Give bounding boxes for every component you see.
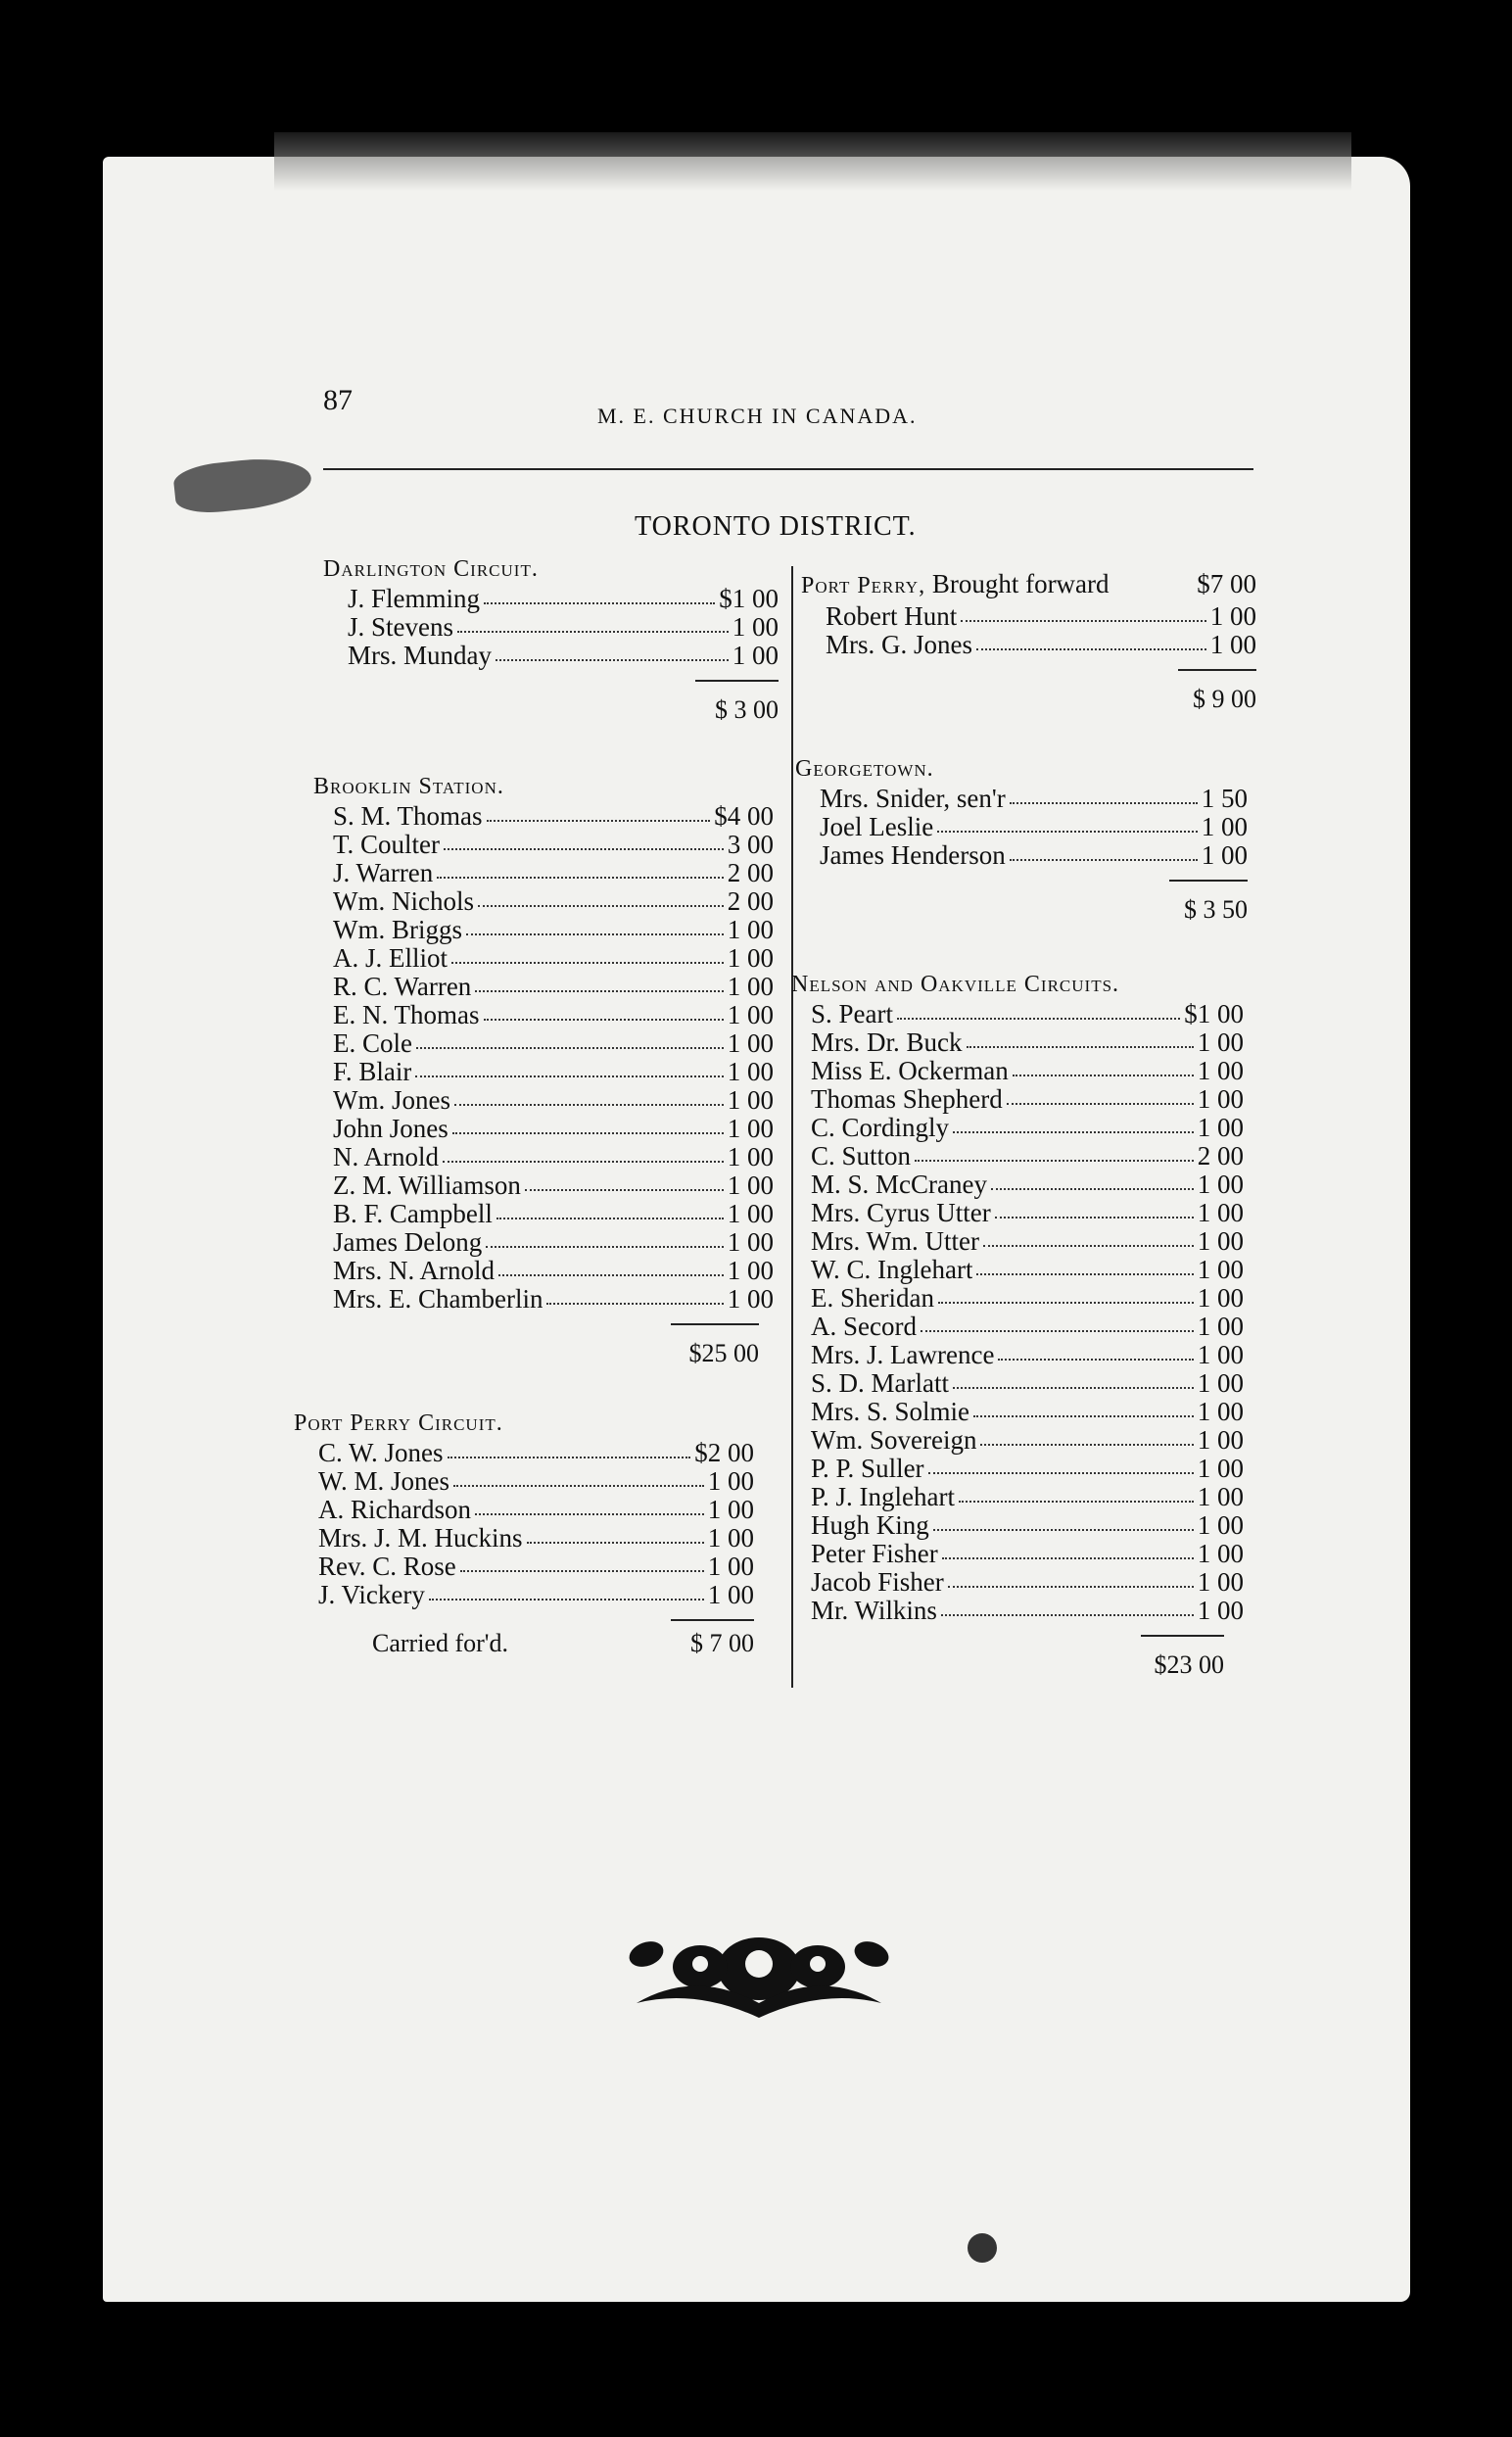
total-rule (695, 680, 779, 682)
leader-dots (443, 1143, 724, 1163)
leader-dots (938, 1284, 1194, 1304)
entry-row (333, 1285, 774, 1314)
entry-name: Z. M. Williamson (333, 1171, 521, 1200)
leader-dots (1010, 841, 1198, 861)
entry-amount: $2 00 (694, 1438, 754, 1467)
leader-dots (525, 1171, 724, 1191)
entry-row (811, 1256, 1244, 1284)
leader-dots (915, 1142, 1194, 1162)
entry-name: Robert Hunt (826, 602, 958, 631)
floral-ornament-icon (617, 1910, 901, 2028)
entry-amount: 1 00 (727, 943, 774, 973)
entry-amount: 3 00 (727, 830, 774, 859)
entry-name: A. Richardson (318, 1496, 471, 1524)
entry-name: J. Warren (333, 859, 434, 887)
entry-row (333, 1001, 774, 1029)
entry-name: W. C. Inglehart (811, 1256, 973, 1284)
ink-spot (968, 2233, 997, 2263)
entry-amount: $1 00 (1184, 999, 1244, 1028)
section-title: Georgetown. (795, 756, 934, 782)
entry-row (333, 1115, 774, 1143)
total-rule (1178, 669, 1256, 671)
entry-name: R. C. Warren (333, 973, 472, 1001)
entry-amount: 1 00 (1197, 1027, 1244, 1057)
leader-dots (451, 944, 724, 964)
entry-amount: 1 00 (727, 1142, 774, 1171)
entry-row (333, 1257, 774, 1285)
entry-name: J. Vickery (318, 1581, 425, 1609)
section-darlington (318, 556, 779, 725)
entry-amount: 1 00 (727, 972, 774, 1001)
leader-dots (1007, 1085, 1194, 1105)
entry-row (333, 1171, 774, 1200)
entry-name: E. Cole (333, 1029, 412, 1058)
entry-amount: 1 00 (707, 1552, 754, 1581)
section-title: Brooklin Station. (313, 774, 504, 799)
leader-dots (942, 1540, 1194, 1559)
total-rule (1141, 1635, 1224, 1637)
entry-name: Wm. Nichols (333, 887, 474, 916)
leader-dots (995, 1199, 1194, 1218)
entry-amount: 1 00 (727, 1057, 774, 1086)
section-title: Port Perry Circuit. (294, 1410, 503, 1436)
entry-row (333, 1200, 774, 1228)
entry-row (318, 1524, 754, 1553)
entry-name: Mrs. J. Lawrence (811, 1341, 995, 1369)
leader-dots (991, 1171, 1194, 1190)
entry-amount: 1 00 (732, 612, 779, 642)
entry-row (333, 916, 774, 944)
entry-name: N. Arnold (333, 1143, 439, 1171)
entry-row (811, 1313, 1244, 1341)
entry-amount: 1 00 (1197, 1539, 1244, 1568)
entry-row (811, 1000, 1244, 1028)
leader-dots (452, 1115, 724, 1134)
entry-name: Jacob Fisher (811, 1568, 944, 1597)
section-port-perry-continued (801, 570, 1256, 714)
leader-dots (967, 1028, 1194, 1048)
entry-list (318, 1439, 754, 1609)
leader-dots (444, 831, 724, 850)
entry-amount: 1 00 (727, 1256, 774, 1285)
entry-amount: 1 00 (727, 1085, 774, 1115)
entry-row (811, 1114, 1244, 1142)
entry-name: Rev. C. Rose (318, 1553, 456, 1581)
entry-row (318, 1581, 754, 1609)
entry-row (348, 613, 779, 642)
section-georgetown (795, 756, 1248, 925)
leader-dots (457, 613, 729, 633)
leader-dots (478, 887, 724, 907)
entry-row (333, 1086, 774, 1115)
leader-dots (454, 1086, 724, 1106)
leader-dots (453, 1467, 704, 1487)
entry-name: Mrs. Wm. Utter (811, 1227, 979, 1256)
leader-dots (1010, 785, 1198, 804)
entry-name: M. S. McCraney (811, 1171, 987, 1199)
entry-name: Mrs. N. Arnold (333, 1257, 496, 1285)
entry-row (811, 1568, 1244, 1597)
entry-row (811, 1369, 1244, 1398)
entry-row (333, 944, 774, 973)
total-rule (671, 1323, 759, 1325)
entry-amount: 1 00 (1197, 1283, 1244, 1313)
section-title: Darlington Circuit. (323, 556, 539, 582)
entry-name: C. Sutton (811, 1142, 912, 1171)
entry-amount: 1 00 (1197, 1596, 1244, 1625)
entry-name: S. Peart (811, 1000, 893, 1028)
entry-amount: 1 00 (727, 1199, 774, 1228)
entry-amount: 1 00 (1197, 1368, 1244, 1398)
entry-amount: 1 00 (1197, 1226, 1244, 1256)
entry-name: James Henderson (820, 841, 1006, 870)
header-rule (323, 468, 1253, 470)
entry-amount: 1 00 (1197, 1312, 1244, 1341)
leader-dots (484, 585, 715, 604)
entry-list (826, 602, 1256, 659)
entry-name: Thomas Shepherd (811, 1085, 1003, 1114)
entry-name: Miss E. Ockerman (811, 1057, 1009, 1085)
entry-amount: 1 00 (1201, 812, 1248, 841)
leader-dots (976, 1256, 1193, 1275)
entry-name: Mrs. Snider, sen'r (820, 785, 1006, 813)
entry-row (811, 1597, 1244, 1625)
entry-row (318, 1439, 754, 1467)
entry-name: J. Flemming (348, 585, 481, 613)
leader-dots (415, 1058, 723, 1077)
entry-row (333, 859, 774, 887)
district-heading: TORONTO DISTRICT. (635, 511, 917, 542)
entry-row (811, 1511, 1244, 1540)
total-rule (671, 1619, 754, 1621)
entry-row (811, 1398, 1244, 1426)
leader-dots (983, 1227, 1194, 1247)
entry-name: B. F. Campbell (333, 1200, 493, 1228)
leader-dots (959, 1483, 1194, 1503)
entry-amount: 1 00 (727, 1227, 774, 1257)
entry-name: A. Secord (811, 1313, 917, 1341)
entry-row (820, 785, 1248, 813)
entry-name: C. W. Jones (318, 1439, 444, 1467)
leader-dots (496, 642, 729, 661)
leader-dots (976, 631, 1206, 650)
entry-row (333, 831, 774, 859)
entry-name: Mrs. G. Jones (826, 631, 973, 659)
entry-row (333, 1143, 774, 1171)
entry-row (333, 973, 774, 1001)
section-total: $ 3 00 (715, 695, 779, 724)
entry-amount: 1 00 (1197, 1056, 1244, 1085)
entry-amount: 1 00 (1209, 601, 1256, 631)
entry-amount: 1 00 (732, 641, 779, 670)
leader-dots (437, 859, 723, 879)
leader-dots (980, 1426, 1193, 1446)
entry-row (333, 1029, 774, 1058)
leader-dots (475, 973, 723, 992)
entry-amount: $1 00 (719, 584, 779, 613)
entry-name: Wm. Sovereign (811, 1426, 977, 1455)
entry-row (811, 1171, 1244, 1199)
leader-dots (941, 1597, 1194, 1616)
leader-dots (953, 1369, 1194, 1389)
leader-dots (527, 1524, 704, 1544)
leader-dots (448, 1439, 691, 1458)
entry-row (811, 1142, 1244, 1171)
leader-dots (416, 1029, 724, 1049)
entry-name: Wm. Briggs (333, 916, 462, 944)
entry-name: S. M. Thomas (333, 802, 483, 831)
entry-amount: 1 00 (1197, 1567, 1244, 1597)
entry-row (811, 1199, 1244, 1227)
entry-list (811, 1000, 1244, 1625)
entry-row (811, 1284, 1244, 1313)
leader-dots (921, 1313, 1194, 1332)
leader-dots (487, 802, 711, 822)
leader-dots (973, 1398, 1194, 1417)
entry-row (333, 1058, 774, 1086)
leader-dots (484, 1001, 724, 1021)
entry-row (333, 802, 774, 831)
entry-amount: 2 00 (727, 858, 774, 887)
total-rule (1169, 880, 1248, 882)
entry-row (820, 841, 1248, 870)
section-total: $25 00 (688, 1339, 759, 1367)
entry-amount: 1 00 (1197, 1113, 1244, 1142)
entry-name: P. J. Inglehart (811, 1483, 955, 1511)
carried-label: Carried for'd. (372, 1629, 508, 1657)
leader-dots (998, 1341, 1193, 1361)
section-port-perry (294, 1410, 754, 1658)
leader-dots (961, 602, 1206, 622)
entry-row (811, 1426, 1244, 1455)
entry-list (348, 585, 779, 670)
leader-dots (486, 1228, 724, 1248)
entry-row (333, 1228, 774, 1257)
entry-name: Mrs. E. Chamberlin (333, 1285, 543, 1314)
entry-amount: 1 00 (707, 1580, 754, 1609)
entry-amount: 1 00 (1197, 1255, 1244, 1284)
leader-dots (933, 1511, 1194, 1531)
entry-amount: 1 00 (727, 915, 774, 944)
entry-name: P. P. Suller (811, 1455, 924, 1483)
section-total: $ 3 50 (1184, 895, 1248, 924)
entry-amount: 2 00 (727, 886, 774, 916)
entry-amount: 1 00 (727, 1284, 774, 1314)
entry-name: F. Blair (333, 1058, 412, 1086)
entry-row (318, 1467, 754, 1496)
section-title: Port Perry, (801, 573, 926, 598)
brought-forward-amount: $7 00 (1197, 569, 1256, 598)
entry-row (348, 642, 779, 670)
section-total: $ 9 00 (1193, 685, 1256, 713)
entry-row (811, 1028, 1244, 1057)
entry-row (811, 1227, 1244, 1256)
entry-name: John Jones (333, 1115, 449, 1143)
section-total: $23 00 (1154, 1650, 1224, 1679)
entry-amount: 1 00 (1209, 630, 1256, 659)
leader-dots (466, 916, 724, 935)
entry-amount: 1 00 (727, 1171, 774, 1200)
entry-amount: 1 00 (1197, 1454, 1244, 1483)
entry-name: Mrs. Cyrus Utter (811, 1199, 991, 1227)
entry-amount: 1 00 (1197, 1482, 1244, 1511)
entry-row (811, 1085, 1244, 1114)
page-number: 87 (323, 384, 353, 416)
leader-dots (475, 1496, 704, 1515)
entry-row (811, 1341, 1244, 1369)
entry-name: A. J. Elliot (333, 944, 449, 973)
section-nelson-oakville (791, 972, 1244, 1680)
entry-list (333, 802, 774, 1314)
entry-amount: 1 00 (727, 1028, 774, 1058)
entry-amount: 1 00 (1197, 1340, 1244, 1369)
entry-amount: 1 00 (727, 1114, 774, 1143)
entry-name: Mrs. J. M. Huckins (318, 1524, 523, 1553)
entry-amount: 2 00 (1197, 1141, 1244, 1171)
entry-name: Mr. Wilkins (811, 1597, 937, 1625)
leader-dots (948, 1568, 1194, 1588)
leader-dots (897, 1000, 1180, 1020)
entry-amount: 1 00 (707, 1466, 754, 1496)
entry-amount: 1 00 (727, 1000, 774, 1029)
entry-amount: 1 00 (1197, 1084, 1244, 1114)
section-title: Nelson and Oakville Circuits. (791, 972, 1120, 997)
leader-dots (496, 1200, 724, 1219)
entry-amount: 1 00 (1197, 1425, 1244, 1455)
leader-dots (546, 1285, 723, 1305)
section-brooklin (313, 774, 774, 1368)
entry-name: Mrs. Munday (348, 642, 492, 670)
entry-row (826, 602, 1256, 631)
entry-amount: 1 00 (1201, 840, 1248, 870)
entry-amount: 1 00 (707, 1523, 754, 1553)
entry-name: James Delong (333, 1228, 483, 1257)
entry-name: E. N. Thomas (333, 1001, 480, 1029)
leader-dots (429, 1581, 704, 1601)
entry-name: Peter Fisher (811, 1540, 938, 1568)
entry-name: Mrs. Dr. Buck (811, 1028, 963, 1057)
entry-amount: 1 00 (707, 1495, 754, 1524)
leader-dots (928, 1455, 1194, 1474)
entry-row (318, 1553, 754, 1581)
entry-amount: $4 00 (714, 801, 774, 831)
entry-name: T. Coulter (333, 831, 440, 859)
leader-dots (460, 1553, 704, 1572)
entry-row (811, 1540, 1244, 1568)
carried-total: $ 7 00 (690, 1629, 754, 1657)
entry-name: J. Stevens (348, 613, 453, 642)
entry-name: E. Sheridan (811, 1284, 934, 1313)
entry-row (811, 1057, 1244, 1085)
entry-row (348, 585, 779, 613)
entry-amount: 1 50 (1201, 784, 1248, 813)
entry-list (820, 785, 1248, 870)
entry-row (811, 1483, 1244, 1511)
entry-row (333, 887, 774, 916)
entry-row (318, 1496, 754, 1524)
leader-dots (1013, 1057, 1194, 1076)
leader-dots (953, 1114, 1194, 1133)
entry-name: W. M. Jones (318, 1467, 450, 1496)
entry-amount: 1 00 (1197, 1510, 1244, 1540)
entry-amount: 1 00 (1197, 1198, 1244, 1227)
entry-amount: 1 00 (1197, 1170, 1244, 1199)
entry-amount: 1 00 (1197, 1397, 1244, 1426)
page-shadow (274, 132, 1351, 191)
entry-name: C. Cordingly (811, 1114, 950, 1142)
entry-name: Wm. Jones (333, 1086, 450, 1115)
leader-dots (937, 813, 1198, 833)
entry-name: Hugh King (811, 1511, 929, 1540)
leader-dots (498, 1257, 724, 1276)
running-head: M. E. CHURCH IN CANADA. (597, 404, 918, 428)
entry-name: Mrs. S. Solmie (811, 1398, 970, 1426)
entry-name: S. D. Marlatt (811, 1369, 949, 1398)
entry-row (811, 1455, 1244, 1483)
entry-name: Joel Leslie (820, 813, 934, 841)
entry-row (820, 813, 1248, 841)
brought-forward-label: Brought forward (931, 570, 1110, 598)
entry-row (826, 631, 1256, 659)
